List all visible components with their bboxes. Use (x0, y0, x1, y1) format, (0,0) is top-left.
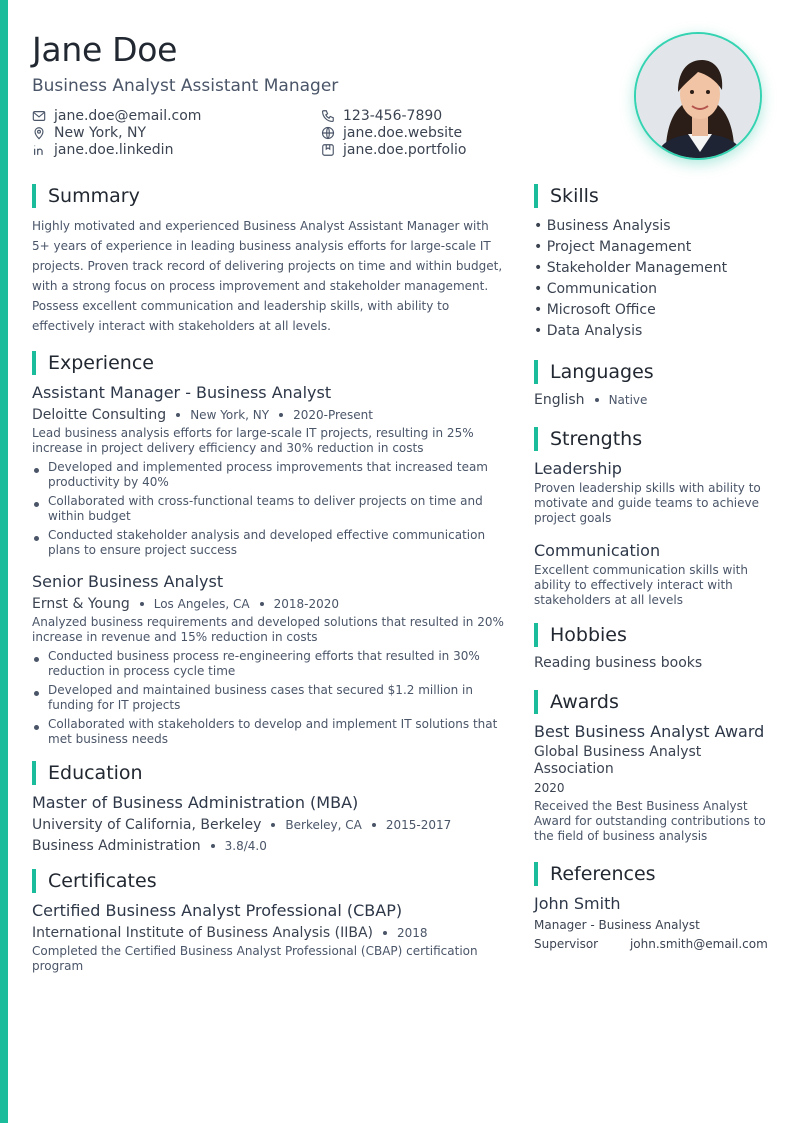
skill-item: • Stakeholder Management (534, 260, 728, 276)
profile-photo-image (636, 34, 762, 160)
job-location: Los Angeles, CA (153, 597, 250, 611)
separator-dot (211, 844, 215, 848)
gpa: 3.8/4.0 (224, 839, 267, 853)
languages-section (534, 360, 770, 408)
job-bullets (32, 649, 510, 747)
languages-heading: Languages (534, 360, 770, 384)
strengths-heading: Strengths (534, 427, 770, 451)
education-section (32, 761, 510, 855)
job-bullet: Developed and implemented process improvements that increased team productivity by 40% (32, 460, 510, 490)
reference-position: Manager - Business Analyst (534, 918, 700, 932)
hobbies-heading: Hobbies (534, 623, 770, 647)
summary-section (32, 184, 510, 336)
skill-item: • Microsoft Office (534, 302, 656, 318)
certificates-heading: Certificates (32, 869, 510, 893)
job-description: Analyzed business requirements and developed solutions that resulted in 20% increase in revenue and 15% reduction in costs (32, 615, 504, 644)
candidate-title: Business Analyst Assistant Manager (32, 76, 339, 96)
education-meta (32, 816, 510, 834)
education-heading: Education (32, 761, 510, 785)
language-item (534, 392, 770, 408)
contact-portfolio[interactable] (321, 142, 502, 158)
certificate-meta (32, 924, 510, 942)
education-field-meta (32, 837, 510, 855)
reference-contact-line (534, 935, 770, 954)
job-bullet: Collaborated with cross-functional teams to deliver projects on time and within budget (32, 494, 510, 524)
website-text: jane.doe.website (343, 125, 463, 141)
phone-icon (321, 109, 335, 123)
sidebar-column (534, 184, 770, 954)
award-organization: Global Business Analyst Association (534, 744, 702, 777)
email-text: jane.doe@email.com (54, 108, 202, 124)
contact-linkedin[interactable] (32, 142, 321, 158)
main-column (32, 184, 510, 974)
job-description: Lead business analysis efforts for large-scale IT projects, resulting in 25% increase in project delivery efficiency and 30% reduction in costs (32, 426, 474, 455)
job-title: Senior Business Analyst (32, 572, 224, 591)
phone-text: 123-456-7890 (343, 108, 443, 124)
award-year: 2020 (534, 781, 565, 795)
experience-heading: Experience (32, 351, 510, 375)
school-location: Berkeley, CA (285, 818, 362, 832)
language-name: English (534, 392, 585, 408)
job-bullets (32, 460, 510, 558)
separator-dot (271, 823, 275, 827)
education-dates: 2015-2017 (385, 818, 452, 832)
job-bullet: Collaborated with stakeholders to develop and implement IT solutions that met business needs (32, 717, 510, 747)
hobby-item: Reading business books (534, 655, 703, 671)
reference-relation: Supervisor (534, 937, 599, 951)
award-description: Received the Best Business Analyst Award for outstanding contributions to the field of business analysis (534, 799, 766, 843)
degree-name: Master of Business Administration (MBA) (32, 793, 359, 812)
skill-item: • Data Analysis (534, 323, 643, 339)
location-text: New York, NY (54, 125, 147, 141)
contact-email[interactable] (32, 108, 321, 124)
profile-photo (634, 32, 762, 160)
certificate-issuer: International Institute of Business Analysis (IIBA) (32, 925, 374, 941)
awards-section (534, 690, 770, 844)
awards-heading: Awards (534, 690, 770, 714)
job-dates: 2020-Present (293, 408, 373, 422)
job-dates: 2018-2020 (273, 597, 340, 611)
field-of-study: Business Administration (32, 838, 201, 854)
certificate-description: Completed the Certified Business Analyst Professional (CBAP) certification program (32, 944, 478, 973)
job-title: Assistant Manager - Business Analyst (32, 383, 332, 402)
strength-name: Communication (534, 541, 661, 560)
separator-dot (372, 823, 376, 827)
skill-item: • Business Analysis (534, 218, 671, 234)
certificates-section (32, 869, 510, 974)
job-meta (32, 595, 510, 613)
separator-dot (279, 413, 283, 417)
company-name: Ernst & Young (32, 596, 130, 612)
contact-website[interactable] (321, 125, 502, 141)
separator-dot (260, 602, 264, 606)
separator-dot (383, 931, 387, 935)
job-bullet: Conducted stakeholder analysis and developed effective communication plans to ensure project success (32, 528, 510, 558)
reference-email[interactable]: john.smith@email.com (629, 937, 768, 951)
portfolio-text: jane.doe.portfolio (343, 142, 467, 158)
experience-entry (32, 572, 510, 747)
references-heading: References (534, 862, 770, 886)
location-pin-icon (32, 126, 46, 140)
hobbies-section (534, 623, 770, 671)
strength-description: Excellent communication skills with ability to effectively interact with stakeholders at all levels (534, 563, 748, 607)
summary-heading: Summary (32, 184, 510, 208)
award-name: Best Business Analyst Award (534, 722, 765, 741)
accent-bar (0, 0, 8, 1123)
separator-dot (595, 398, 599, 402)
contact-phone[interactable] (321, 108, 502, 124)
company-name: Deloitte Consulting (32, 407, 167, 423)
skill-item: • Project Management (534, 239, 692, 255)
separator-dot (140, 602, 144, 606)
strength-name: Leadership (534, 459, 622, 478)
strength-description: Proven leadership skills with ability to motivate and guide teams to achieve project goals (534, 481, 761, 525)
linkedin-icon (32, 143, 46, 157)
reference-name: John Smith (534, 894, 621, 913)
certificate-name: Certified Business Analyst Professional (CBAP) (32, 901, 403, 920)
contact-info (32, 108, 502, 158)
skill-item: • Communication (534, 281, 658, 297)
school-name: University of California, Berkeley (32, 817, 262, 833)
strengths-section (534, 427, 770, 608)
skills-section (534, 184, 770, 342)
globe-icon (321, 126, 335, 140)
summary-text: Highly motivated and experienced Business Analyst Assistant Manager with 5+ years of experience in leading business analysis efforts for large-scale IT projects. Proven track record of delivering projects on time and within budget, with a strong focus on process improvement and stakeholder management. Possess excellent communication and leadership skills, with ability to effectively interact with stakeholders at all levels. (32, 219, 503, 333)
language-level: Native (608, 393, 648, 407)
job-bullet: Conducted business process re-engineering efforts that resulted in 30% reduction in process cycle time (32, 649, 510, 679)
job-location: New York, NY (190, 408, 270, 422)
experience-section (32, 351, 510, 747)
job-bullet: Developed and maintained business cases that secured $1.2 million in funding for IT projects (32, 683, 510, 713)
experience-entry (32, 383, 510, 558)
certificate-year: 2018 (397, 926, 428, 940)
contact-location (32, 125, 321, 141)
bookmark-icon (321, 143, 335, 157)
references-section (534, 862, 770, 954)
job-meta (32, 406, 510, 424)
separator-dot (176, 413, 180, 417)
candidate-name: Jane Doe (32, 30, 178, 69)
linkedin-text: jane.doe.linkedin (54, 142, 174, 158)
mail-icon (32, 109, 46, 123)
skills-heading: Skills (534, 184, 770, 208)
